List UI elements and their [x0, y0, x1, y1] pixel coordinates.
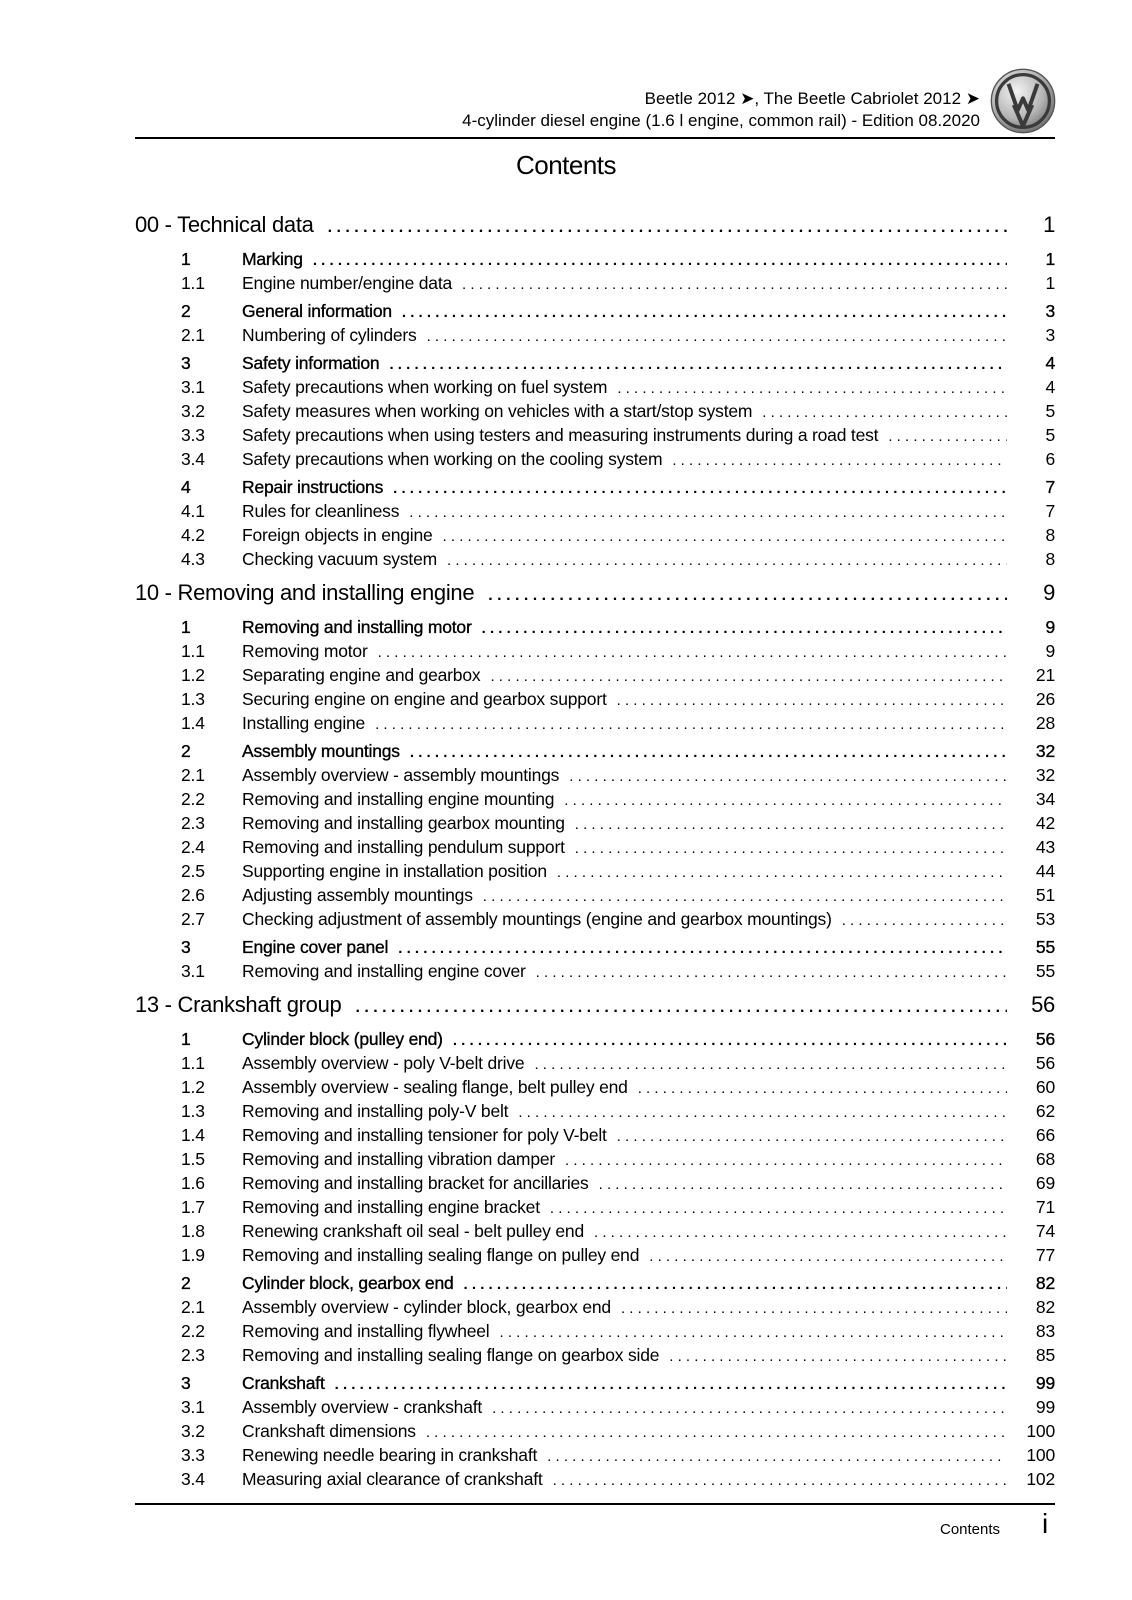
toc-entry-title: Marking [242, 249, 303, 269]
vw-logo-icon [990, 68, 1056, 134]
dot-leader [557, 864, 1007, 881]
toc-subsection-entry[interactable] [135, 501, 1055, 525]
toc-entry-number: 1.3 [181, 1101, 205, 1121]
toc-entry-number: 3.3 [181, 425, 205, 445]
toc-entry-page: 55 [1035, 937, 1055, 957]
toc-section-entry[interactable] [135, 477, 1055, 501]
toc-entry-number: 2.1 [181, 325, 205, 345]
toc-entry-number: 1 [181, 1029, 191, 1049]
toc-entry-page: 9 [1045, 617, 1055, 637]
toc-entry-page: 85 [1035, 1345, 1055, 1365]
toc-entry-number: 3.4 [181, 1469, 205, 1489]
dot-leader [490, 668, 1007, 685]
toc-entry-number: 1.8 [181, 1221, 205, 1241]
dot-leader [389, 356, 1007, 373]
toc-entry-title: Engine cover panel [242, 937, 389, 957]
toc-entry-title: Assembly overview - poly V-belt drive [242, 1053, 525, 1073]
toc-entry-page: 43 [1035, 837, 1055, 857]
toc-subsection-entry[interactable] [135, 1345, 1055, 1369]
footer-page-number: i [1042, 1508, 1049, 1539]
toc-entry-title: Assembly overview - sealing flange, belt pulley end [242, 1077, 628, 1097]
toc-entry-title: Repair instructions [242, 477, 384, 497]
dot-leader [575, 840, 1007, 857]
dot-leader [564, 792, 1007, 809]
dot-leader [547, 1448, 1007, 1465]
toc-subsection-entry[interactable] [135, 713, 1055, 737]
toc-entry-page: 3 [1045, 325, 1055, 345]
dot-leader [335, 1376, 1007, 1393]
toc-entry-number: 3 [181, 1373, 191, 1393]
toc-entry-page: 74 [1035, 1221, 1055, 1241]
toc-entry-page: 1 [1045, 273, 1055, 293]
dot-leader [409, 504, 1007, 521]
dot-leader [426, 1424, 1007, 1441]
dot-leader [599, 1176, 1007, 1193]
toc-entry-title: Safety precautions when working on fuel system [242, 377, 608, 397]
toc-entry-page: 77 [1035, 1245, 1055, 1265]
toc-entry-page: 8 [1045, 525, 1055, 545]
dot-leader [534, 1056, 1007, 1073]
toc-entry-title: Adjusting assembly mountings [242, 885, 473, 905]
dot-leader [410, 744, 1007, 761]
toc-subsection-entry[interactable] [135, 909, 1055, 933]
toc-entry-number: 1.2 [181, 1077, 205, 1097]
toc-subsection-entry[interactable] [135, 1321, 1055, 1345]
dot-leader [536, 964, 1007, 981]
toc-entry-title: Removing and installing motor [242, 617, 472, 637]
toc-entry-page: 99 [1035, 1373, 1055, 1393]
toc-entry-number: 1.1 [181, 273, 205, 293]
dot-leader [375, 716, 1007, 733]
toc-entry-title: Removing and installing pendulum support [242, 837, 565, 857]
toc-entry-title: Safety information [242, 353, 380, 373]
header-model-line: Beetle 2012 ➤, The Beetle Cabriolet 2012 ➤ [644, 89, 980, 108]
toc-entry-title: Assembly overview - cylinder block, gearbox end [242, 1297, 611, 1317]
toc-subsection-entry[interactable] [135, 549, 1055, 573]
dot-leader [569, 768, 1007, 785]
toc-entry-title: Crankshaft [242, 1373, 325, 1393]
toc-subsection-entry[interactable] [135, 1149, 1055, 1173]
toc-entry-number: 1.3 [181, 689, 205, 709]
dot-leader [621, 1300, 1007, 1317]
toc-entry-page: 53 [1035, 909, 1055, 929]
header-engine-line: 4-cylinder diesel engine (1.6 l engine, common rail) - Edition 08.2020 [462, 111, 980, 130]
toc-entry-page: 9 [1045, 641, 1055, 661]
toc-entry-page: 62 [1035, 1101, 1055, 1121]
toc-entry-number: 1.6 [181, 1173, 205, 1193]
toc-section-entry[interactable] [135, 617, 1055, 641]
toc-entry-title: Assembly mountings [242, 741, 400, 761]
toc-entry-number: 1.4 [181, 713, 205, 733]
dot-leader [594, 1224, 1007, 1241]
dot-leader [518, 1104, 1007, 1121]
toc-entry-title: Safety measures when working on vehicles with a start/stop system [242, 401, 753, 421]
toc-entry-title: Removing and installing poly-V belt [242, 1101, 509, 1121]
dot-leader [402, 304, 1007, 321]
toc-entry-number: 2 [181, 1273, 191, 1293]
toc-entry-number: 1.2 [181, 665, 205, 685]
toc-entry-title: Removing and installing vibration damper [242, 1149, 556, 1169]
table-of-contents [135, 212, 1055, 1500]
toc-entry-number: 4.3 [181, 549, 205, 569]
header-divider [135, 137, 1055, 139]
toc-entry-page: 56 [1035, 1029, 1055, 1049]
toc-entry-number: 3.3 [181, 1445, 205, 1465]
toc-entry-title: Numbering of cylinders [242, 325, 417, 345]
toc-entry-title: Measuring axial clearance of crankshaft [242, 1469, 543, 1489]
toc-entry-page: 66 [1035, 1125, 1055, 1145]
toc-entry-title: Cylinder block (pulley end) [242, 1029, 443, 1049]
dot-leader [575, 816, 1007, 833]
footer-divider [135, 1503, 1055, 1505]
dot-leader [427, 328, 1007, 345]
page-header [135, 88, 980, 132]
dot-leader [649, 1248, 1007, 1265]
toc-entry-title: Checking vacuum system [242, 549, 437, 569]
dot-leader [443, 528, 1007, 545]
toc-subsection-entry[interactable] [135, 525, 1055, 549]
toc-entry-number: 2.7 [181, 909, 205, 929]
toc-entry-title: Removing and installing bracket for ancillaries [242, 1173, 589, 1193]
toc-entry-title: Removing and installing gearbox mounting [242, 813, 565, 833]
toc-entry-number: 1.1 [181, 641, 205, 661]
toc-subsection-entry[interactable] [135, 273, 1055, 297]
toc-entry-page: 44 [1035, 861, 1055, 881]
toc-entry-title: Supporting engine in installation position [242, 861, 547, 881]
dot-leader [669, 1348, 1007, 1365]
toc-entry-title: Installing engine [242, 713, 366, 733]
dot-leader [462, 276, 1007, 293]
toc-entry-number: 1.7 [181, 1197, 205, 1217]
toc-subsection-entry[interactable] [135, 1421, 1055, 1445]
toc-subsection-entry[interactable] [135, 1245, 1055, 1269]
toc-entry-number: 4 [181, 477, 191, 497]
toc-entry-number: 3.1 [181, 377, 205, 397]
toc-chapter-page: 9 [1043, 580, 1055, 605]
dot-leader [355, 999, 1007, 1017]
toc-subsection-entry[interactable] [135, 813, 1055, 837]
toc-subsection-entry[interactable] [135, 1101, 1055, 1125]
toc-entry-page: 100 [1026, 1445, 1055, 1465]
toc-subsection-entry[interactable] [135, 1397, 1055, 1421]
toc-chapter-page: 1 [1043, 212, 1055, 237]
toc-subsection-entry[interactable] [135, 689, 1055, 713]
toc-entry-page: 26 [1035, 689, 1055, 709]
dot-leader [453, 1032, 1007, 1049]
toc-entry-page: 55 [1035, 961, 1055, 981]
toc-subsection-entry[interactable] [135, 885, 1055, 909]
toc-entry-title: Separating engine and gearbox [242, 665, 481, 685]
toc-entry-page: 71 [1035, 1197, 1055, 1217]
toc-entry-title: Crankshaft dimensions [242, 1421, 416, 1441]
toc-entry-title: Removing and installing tensioner for poly V-belt [242, 1125, 607, 1145]
toc-entry-page: 1 [1045, 249, 1055, 269]
toc-entry-page: 56 [1035, 1053, 1055, 1073]
toc-chapter-title: 10 - Removing and installing engine [135, 580, 475, 605]
toc-entry-page: 42 [1035, 813, 1055, 833]
toc-subsection-entry[interactable] [135, 1297, 1055, 1321]
toc-section-entry[interactable] [135, 937, 1055, 961]
toc-subsection-entry[interactable] [135, 765, 1055, 789]
toc-entry-page: 82 [1035, 1273, 1055, 1293]
dot-leader [482, 620, 1007, 637]
toc-subsection-entry[interactable] [135, 425, 1055, 449]
toc-chapter-entry[interactable] [135, 992, 1055, 1025]
dot-leader [488, 587, 1007, 605]
toc-entry-number: 1.5 [181, 1149, 205, 1169]
toc-entry-number: 2.5 [181, 861, 205, 881]
dot-leader [378, 644, 1007, 661]
toc-entry-number: 2 [181, 301, 191, 321]
toc-entry-number: 3.2 [181, 1421, 205, 1441]
toc-entry-title: Securing engine on engine and gearbox support [242, 689, 607, 709]
toc-entry-page: 68 [1035, 1149, 1055, 1169]
toc-entry-title: Removing and installing sealing flange on pulley end [242, 1245, 640, 1265]
toc-entry-page: 83 [1035, 1321, 1055, 1341]
dot-leader [762, 404, 1007, 421]
toc-entry-page: 3 [1045, 301, 1055, 321]
toc-entry-page: 5 [1045, 401, 1055, 421]
toc-entry-number: 4.2 [181, 525, 205, 545]
toc-entry-page: 5 [1045, 425, 1055, 445]
footer-section-label: Contents [940, 1521, 1001, 1538]
toc-entry-number: 1 [181, 249, 191, 269]
dot-leader [313, 252, 1007, 269]
toc-entry-number: 1 [181, 617, 191, 637]
toc-entry-title: Removing and installing engine bracket [242, 1197, 540, 1217]
toc-entry-number: 2.2 [181, 789, 205, 809]
toc-section-entry[interactable] [135, 1373, 1055, 1397]
toc-entry-title: Safety precautions when working on the cooling system [242, 449, 663, 469]
toc-section-entry[interactable] [135, 1029, 1055, 1053]
toc-entry-number: 2.3 [181, 1345, 205, 1365]
toc-entry-number: 3 [181, 937, 191, 957]
toc-subsection-entry[interactable] [135, 789, 1055, 813]
toc-entry-page: 32 [1035, 765, 1055, 785]
toc-entry-number: 2.4 [181, 837, 205, 857]
toc-entry-number: 3.1 [181, 1397, 205, 1417]
toc-entry-page: 4 [1045, 377, 1055, 397]
toc-chapter-page: 56 [1031, 992, 1055, 1017]
toc-section-entry[interactable] [135, 301, 1055, 325]
toc-entry-title: Cylinder block, gearbox end [242, 1273, 454, 1293]
toc-section-entry[interactable] [135, 1273, 1055, 1297]
toc-entry-title: Removing motor [242, 641, 368, 661]
toc-entry-number: 2 [181, 741, 191, 761]
toc-entry-number: 2.1 [181, 765, 205, 785]
dot-leader [500, 1324, 1008, 1341]
toc-entry-title: Renewing needle bearing in crankshaft [242, 1445, 538, 1465]
toc-entry-page: 32 [1035, 741, 1055, 761]
toc-entry-number: 2.3 [181, 813, 205, 833]
dot-leader [464, 1276, 1007, 1293]
toc-subsection-entry[interactable] [135, 1469, 1055, 1493]
toc-entry-title: Assembly overview - assembly mountings [242, 765, 560, 785]
dot-leader [842, 912, 1007, 929]
dot-leader [617, 1128, 1007, 1145]
toc-entry-title: Removing and installing flywheel [242, 1321, 490, 1341]
toc-entry-page: 60 [1035, 1077, 1055, 1097]
toc-entry-title: Renewing crankshaft oil seal - belt pulley end [242, 1221, 584, 1241]
toc-subsection-entry[interactable] [135, 837, 1055, 861]
toc-section-entry[interactable] [135, 741, 1055, 765]
toc-entry-title: Assembly overview - crankshaft [242, 1397, 483, 1417]
toc-entry-page: 6 [1045, 449, 1055, 469]
toc-subsection-entry[interactable] [135, 449, 1055, 473]
toc-subsection-entry[interactable] [135, 1125, 1055, 1149]
dot-leader [672, 452, 1007, 469]
toc-entry-title: Foreign objects in engine [242, 525, 433, 545]
dot-leader [328, 219, 1007, 237]
toc-subsection-entry[interactable] [135, 1077, 1055, 1101]
toc-entry-title: Removing and installing sealing flange on gearbox side [242, 1345, 660, 1365]
page-title: Contents [515, 150, 617, 180]
dot-leader [492, 1400, 1007, 1417]
toc-chapter-entry[interactable] [135, 212, 1055, 245]
toc-entry-page: 7 [1045, 501, 1055, 521]
toc-entry-page: 99 [1035, 1397, 1055, 1417]
toc-subsection-entry[interactable] [135, 641, 1055, 665]
toc-entry-number: 2.2 [181, 1321, 205, 1341]
dot-leader [617, 692, 1007, 709]
toc-entry-page: 102 [1026, 1469, 1055, 1489]
toc-entry-page: 82 [1035, 1297, 1055, 1317]
dot-leader [447, 552, 1007, 569]
toc-entry-page: 8 [1045, 549, 1055, 569]
dot-leader [550, 1200, 1007, 1217]
toc-chapter [135, 212, 1055, 573]
toc-subsection-entry[interactable] [135, 1053, 1055, 1077]
toc-entry-title: Engine number/engine data [242, 273, 453, 293]
toc-entry-title: General information [242, 301, 392, 321]
toc-entry-number: 2.6 [181, 885, 205, 905]
toc-entry-title: Removing and installing engine mounting [242, 789, 555, 809]
dot-leader [565, 1152, 1007, 1169]
toc-chapter-entry[interactable] [135, 580, 1055, 613]
dot-leader [398, 940, 1007, 957]
toc-entry-title: Rules for cleanliness [242, 501, 400, 521]
toc-subsection-entry[interactable] [135, 1221, 1055, 1245]
toc-subsection-entry[interactable] [135, 861, 1055, 885]
toc-subsection-entry[interactable] [135, 1445, 1055, 1469]
toc-entry-page: 51 [1035, 885, 1055, 905]
toc-entry-title: Safety precautions when using testers and measuring instruments during a road test [242, 425, 879, 445]
toc-entry-number: 1.4 [181, 1125, 205, 1145]
toc-subsection-entry[interactable] [135, 665, 1055, 689]
dot-leader [483, 888, 1007, 905]
toc-entry-page: 4 [1045, 353, 1055, 373]
toc-subsection-entry[interactable] [135, 377, 1055, 401]
dot-leader [617, 380, 1007, 397]
toc-subsection-entry[interactable] [135, 401, 1055, 425]
toc-entry-number: 3.2 [181, 401, 205, 421]
toc-section-entry[interactable] [135, 249, 1055, 273]
toc-chapter-title: 00 - Technical data [135, 212, 314, 237]
toc-entry-number: 2.1 [181, 1297, 205, 1317]
toc-entry-page: 21 [1035, 665, 1055, 685]
toc-subsection-entry[interactable] [135, 325, 1055, 349]
toc-chapter [135, 580, 1055, 985]
toc-entry-number: 1.1 [181, 1053, 205, 1073]
toc-entry-page: 28 [1035, 713, 1055, 733]
toc-entry-page: 7 [1045, 477, 1055, 497]
toc-entry-number: 3.4 [181, 449, 205, 469]
dot-leader [638, 1080, 1007, 1097]
dot-leader [393, 480, 1007, 497]
toc-subsection-entry[interactable] [135, 1173, 1055, 1197]
toc-chapter [135, 992, 1055, 1493]
toc-subsection-entry[interactable] [135, 1197, 1055, 1221]
toc-chapter-title: 13 - Crankshaft group [135, 992, 342, 1017]
toc-entry-number: 3 [181, 353, 191, 373]
toc-entry-title: Checking adjustment of assembly mountings (engine and gearbox mountings) [242, 909, 832, 929]
toc-entry-page: 69 [1035, 1173, 1055, 1193]
dot-leader [888, 428, 1007, 445]
toc-entry-number: 4.1 [181, 501, 205, 521]
dot-leader [553, 1472, 1007, 1489]
toc-entry-number: 3.1 [181, 961, 205, 981]
toc-entry-number: 1.9 [181, 1245, 205, 1265]
toc-entry-title: Removing and installing engine cover [242, 961, 526, 981]
toc-entry-page: 34 [1035, 789, 1055, 809]
toc-section-entry[interactable] [135, 353, 1055, 377]
toc-entry-page: 100 [1026, 1421, 1055, 1441]
toc-subsection-entry[interactable] [135, 961, 1055, 985]
